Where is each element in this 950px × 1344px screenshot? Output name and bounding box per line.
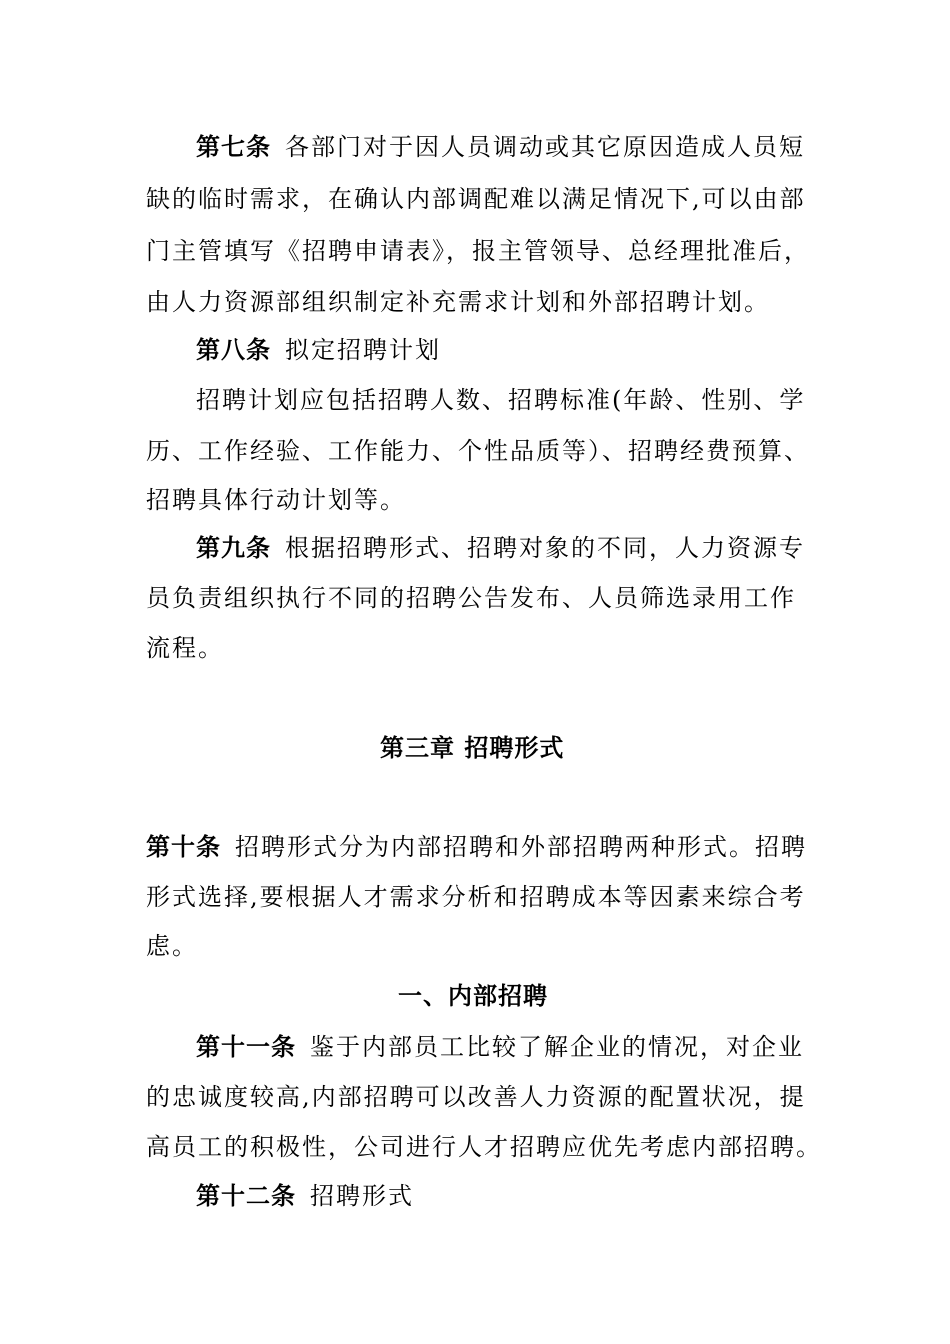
article-11-heading: 第十一条 (196, 1033, 296, 1061)
article-9-line-2: 员负责组织执行不同的招聘公告发布、人员筛选录用工作 (146, 584, 796, 612)
article-8-title: 拟定招聘计划 (285, 336, 441, 364)
article-8-heading: 第八条 (196, 336, 271, 364)
article-11-line-1 (196, 1031, 804, 1063)
article-7-text-1: 各部门对于因人员调动或其它原因造成人员短 (285, 133, 805, 161)
chapter-3-title: 第三章 招聘形式 (380, 734, 565, 762)
article-10-line-3: 虑。 (146, 932, 198, 960)
article-12-title: 招聘形式 (310, 1182, 414, 1210)
article-12-heading: 第十二条 (196, 1182, 296, 1210)
article-8-line-4: 招聘具体行动计划等。 (146, 486, 406, 514)
article-10-line-2: 形式选择,要根据人才需求分析和招聘成本等因素来综合考 (146, 883, 806, 911)
article-11-line-2: 的忠诚度较高,内部招聘可以改善人力资源的配置状况，提 (146, 1083, 806, 1111)
article-7-line-4: 由人力资源部组织制定补充需求计划和外部招聘计划。 (146, 288, 770, 316)
article-9-line-1 (196, 532, 805, 564)
article-12-line-1 (196, 1180, 414, 1212)
article-7-line-3: 门主管填写《招聘申请表》，报主管领导、总经理批准后， (146, 237, 810, 265)
article-7-line-1 (196, 131, 805, 163)
article-8-line-2: 招聘计划应包括招聘人数、招聘标准(年龄、性别、学 (196, 386, 806, 414)
article-8-line-3: 历、工作经验、工作能力、个性品质等）、招聘经费预算、 (146, 437, 810, 465)
article-8-line-1 (196, 334, 441, 366)
article-9-line-3: 流程。 (146, 634, 224, 662)
article-11-text-1: 鉴于内部员工比较了解企业的情况，对企业 (310, 1033, 804, 1061)
article-9-text-1: 根据招聘形式、招聘对象的不同，人力资源专 (285, 534, 805, 562)
article-9-heading: 第九条 (196, 534, 271, 562)
section-internal-recruitment-title: 一、内部招聘 (398, 982, 548, 1010)
article-10-line-1 (146, 831, 807, 863)
article-11-line-3: 高员工的积极性，公司进行人才招聘应优先考虑内部招聘。 (146, 1133, 822, 1161)
article-7-line-2: 缺的临时需求，在确认内部调配难以满足情况下,可以由部 (146, 185, 806, 213)
article-10-heading: 第十条 (146, 833, 221, 861)
article-10-text-1: 招聘形式分为内部招聘和外部招聘两种形式。招聘 (235, 833, 807, 861)
article-7-heading: 第七条 (196, 133, 271, 161)
